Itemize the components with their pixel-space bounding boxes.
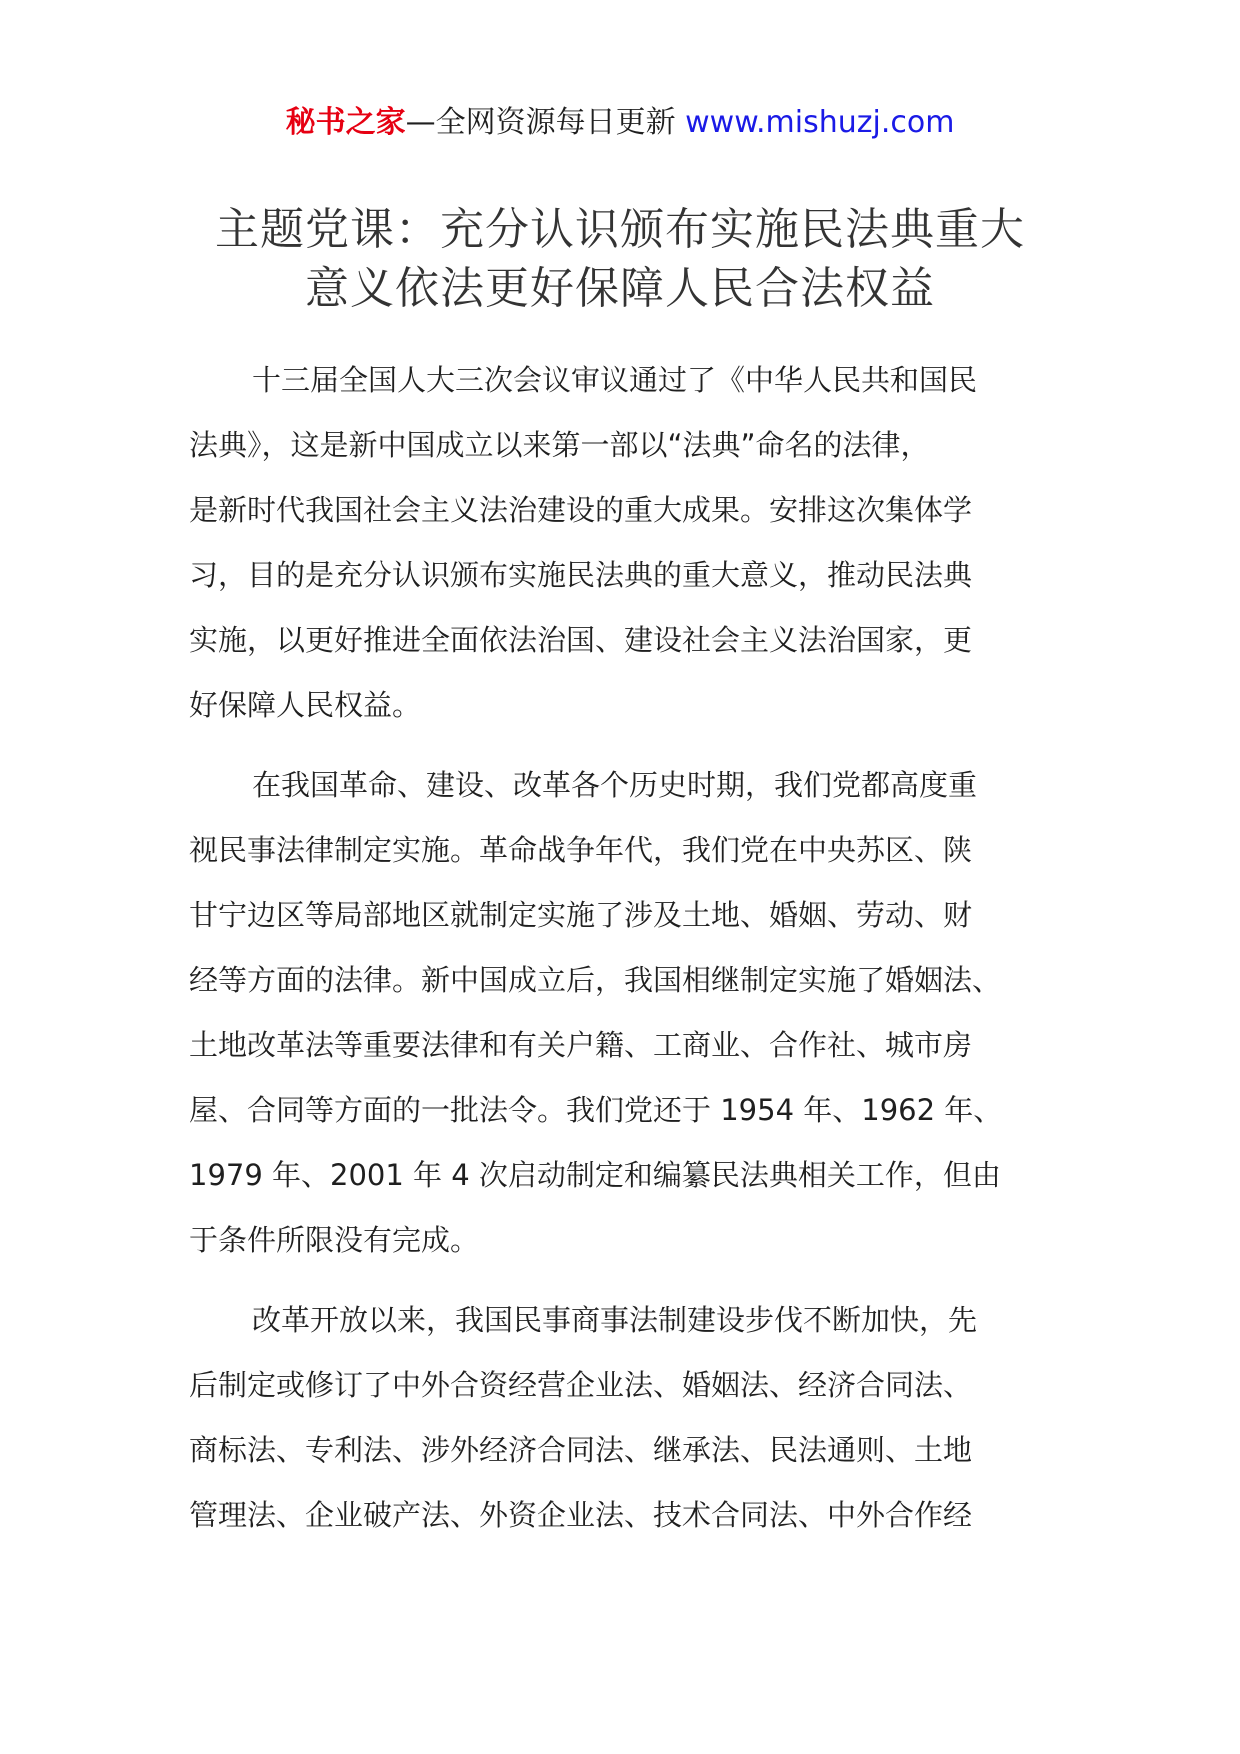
paragraph <box>189 348 1051 738</box>
paragraph <box>189 753 1051 1273</box>
paragraph-line: 1979 年、2001 年 4 次启动制定和编纂民法典相关工作，但由 <box>189 1158 1001 1192</box>
page-header <box>0 103 1240 143</box>
paragraph-line: 视民事法律制定实施。革命战争年代，我们党在中央苏区、陕 <box>189 833 973 867</box>
site-url: www.mishuzj.com <box>685 105 955 140</box>
paragraph-line: 在我国革命、建设、改革各个历史时期，我们党都高度重 <box>252 768 978 802</box>
paragraph-line: 经等方面的法律。新中国成立后，我国相继制定实施了婚姻法、 <box>189 963 1002 997</box>
paragraph-line: 于条件所限没有完成。 <box>189 1223 480 1257</box>
paragraph-line: 甘宁边区等局部地区就制定实施了涉及土地、婚姻、劳动、财 <box>189 898 973 932</box>
paragraph-line: 商标法、专利法、涉外经济合同法、继承法、民法通则、土地 <box>189 1433 973 1467</box>
document-body <box>189 348 1051 1563</box>
title-line: 意义依法更好保障人民合法权益 <box>305 263 935 314</box>
document-title <box>150 200 1090 318</box>
paragraph-line: 后制定或修订了中外合资经营企业法、婚姻法、经济合同法、 <box>189 1368 973 1402</box>
paragraph-line: 屋、合同等方面的一批法令。我们党还于 1954 年、1962 年、 <box>189 1093 1003 1127</box>
paragraph-line: 是新时代我国社会主义法治建设的重大成果。安排这次集体学 <box>189 493 973 527</box>
paragraph-line: 习，目的是充分认识颁布实施民法典的重大意义，推动民法典 <box>189 558 973 592</box>
paragraph-line: 好保障人民权益。 <box>189 688 422 722</box>
header-tagline: —全网资源每日更新 <box>405 105 676 140</box>
paragraph-line: 实施，以更好推进全面依法治国、建设社会主义法治国家，更 <box>189 623 973 657</box>
paragraph-line: 改革开放以来，我国民事商事法制建设步伐不断加快，先 <box>252 1303 978 1337</box>
title-line: 主题党课：充分认识颁布实施民法典重大 <box>215 204 1025 255</box>
paragraph-line: 法典》，这是新中国成立以来第一部以“法典”命名的法律， <box>189 428 930 462</box>
paragraph-line: 土地改革法等重要法律和有关户籍、工商业、合作社、城市房 <box>189 1028 973 1062</box>
paragraph-line: 管理法、企业破产法、外资企业法、技术合同法、中外合作经 <box>189 1498 973 1532</box>
paragraph-line: 十三届全国人大三次会议审议通过了《中华人民共和国民 <box>252 363 978 397</box>
paragraph <box>189 1288 1051 1548</box>
brand-name: 秘书之家 <box>285 105 406 140</box>
